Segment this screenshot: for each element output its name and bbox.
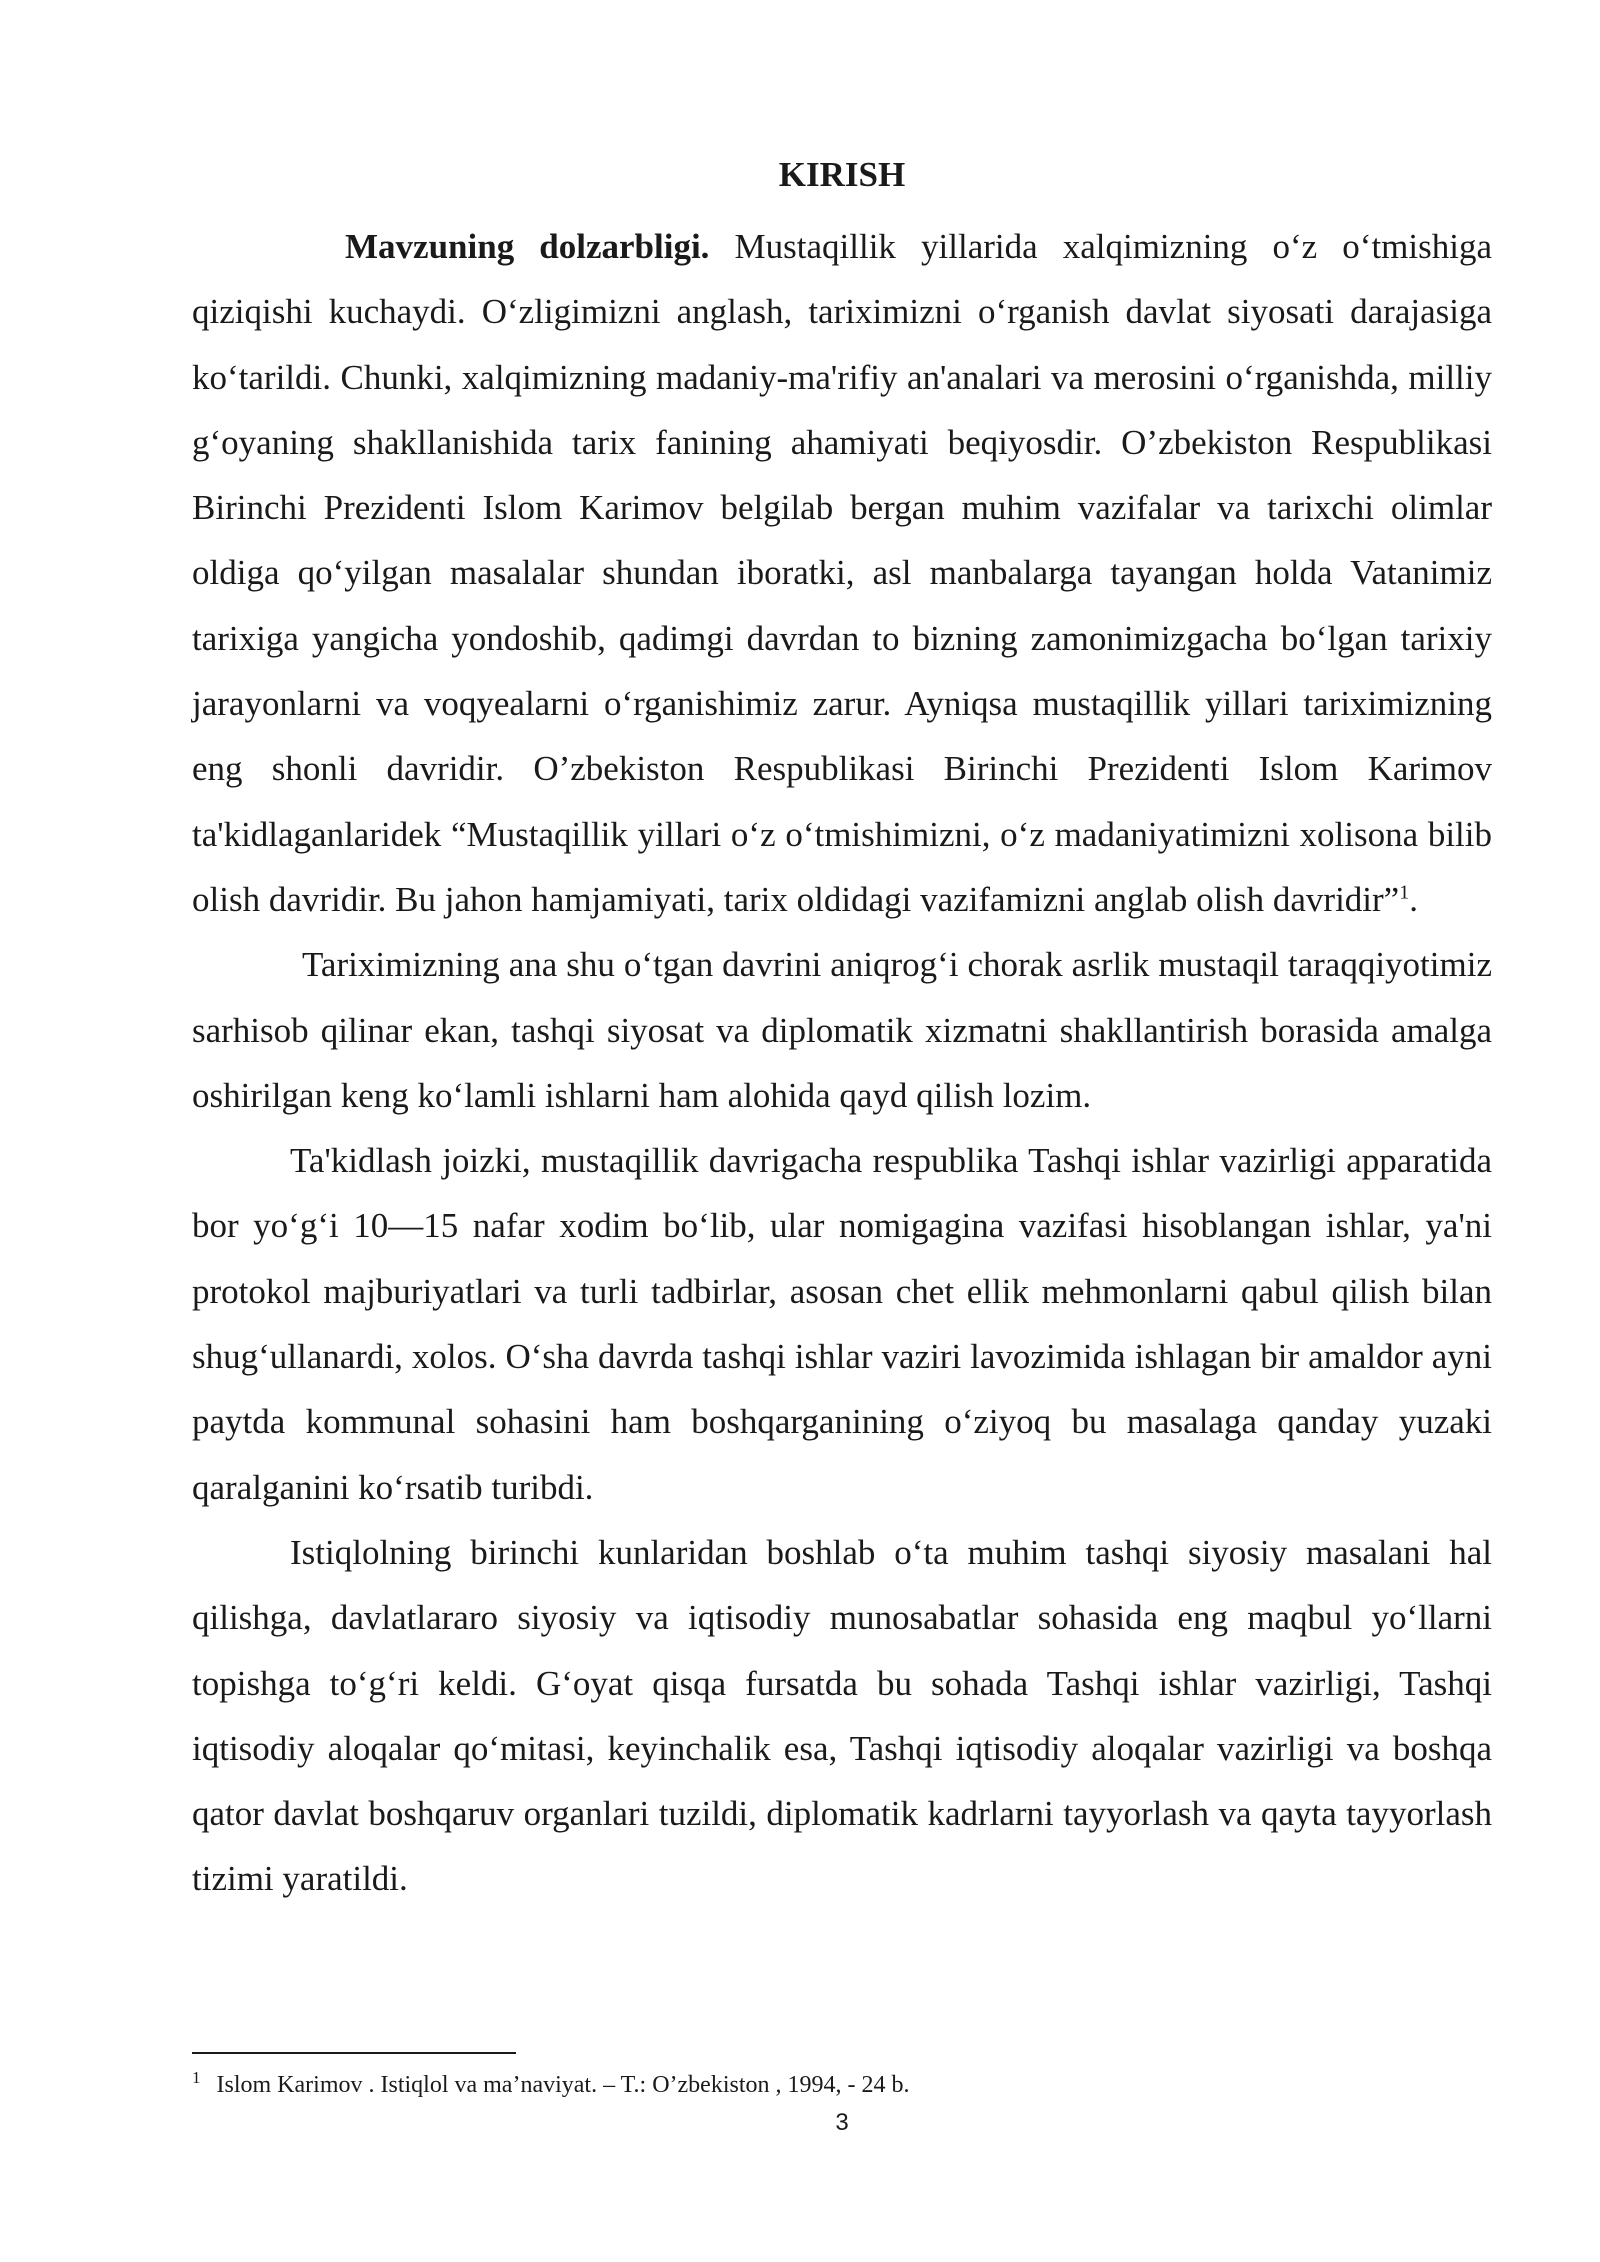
paragraph-relevance bbox=[192, 214, 1492, 932]
footnote-divider bbox=[192, 2052, 516, 2054]
paragraph: Ta'kidlash joizki, mustaqillik davrigacha respublika Tashqi ishlar vazirligi apparatida bor yo‘g‘i 10—15 nafar xodim bo‘lib, ular nomigagina vazifasi hisoblangan ishlar, ya'ni protokol majburiyatlari va turli tadbirlar, asosan chet ellik mehmonlarni qabul qilish bilan shug‘ullanardi, xolos. O‘sha davrda tashqi ishlar vaziri lavozimida ishlagan bir amaldor ayni paytda kommunal sohasini ham boshqarganining o‘ziyoq bu masalaga qanday yuzaki qaralganini ko‘rsatib turibdi. bbox=[192, 1141, 1492, 1507]
body-text bbox=[192, 214, 1492, 1912]
paragraph-text: Mustaqillik yillarida xalqimizning o‘z o‘tmishiga qiziqishi kuchaydi. O‘zligimizni anglash, tariximizni o‘rganish davlat siyosati darajasiga ko‘tarildi. Chunki, xalqimizning madaniy-ma'rifiy an'analari va merosini o‘rganishda, milliy g‘oyaning shakllanishida tarix fanining ahamiyati beqiyosdir. O’zbekiston Respublikasi Birinchi Prezidenti Islom Karimov belgilab bergan muhim vazifalar va tarixchi olimlar oldiga qo‘yilgan masalalar shundan iboratki, asl manbalarga tayangan holda Vatanimiz tarixiga yangicha yondoshib, qadimgi davrdan to bizning zamonimizgacha bo‘lgan tarixiy jarayonlarni va voqyealarni o‘rganishimiz zarur. Ayniqsa mustaqillik yillari tariximizning eng shonli davridir. O’zbekiston Respublikasi Birinchi Prezidenti Islom Karimov ta'kidlaganlaridek “Mustaqillik yillari o‘z o‘tmishimizni, o‘z madaniyatimizni xolisona bilib olish davridir. Bu jahon hamjamiyati, tarix oldidagi vazifamizni anglab olish davridir” bbox=[192, 227, 1492, 919]
footnote bbox=[192, 2070, 1492, 2100]
section-heading: KIRISH bbox=[778, 155, 906, 194]
paragraph: Istiqlolning birinchi kunlaridan boshlab o‘ta muhim tashqi siyosiy masalani hal qilishga, davlatlararo siyosiy va iqtisodiy munosabatlar sohasida eng maqbul yo‘llarni topishga to‘g‘ri keldi. G‘oyat qisqa fursatda bu sohada Tashqi ishlar vazirligi, Tashqi iqtisodiy aloqalar qo‘mitasi, keyinchalik esa, Tashqi iqtisodiy aloqalar vazirligi va boshqa qator davlat boshqaruv organlari tuzildi, diplomatik kadrlarni tayyorlash va qayta tayyorlash tizimi yaratildi. bbox=[192, 1532, 1492, 1899]
paragraph-lead: Mavzuning dolzarbligi. bbox=[345, 227, 710, 266]
footnote-text: Islom Karimov . Istiqlol va ma’naviyat. – T.: O’zbekiston , 1994, - 24 b. bbox=[216, 2072, 910, 2098]
page-number: 3 bbox=[835, 2109, 849, 2136]
footnote-mark: 1 bbox=[192, 2068, 201, 2087]
paragraph: Tariximizning ana shu o‘tgan davrini aniqrog‘i chorak asrlik mustaqil taraqqiyotimiz sarhisob qilinar ekan, tashqi siyosat va diplomatik xizmatni shakllantirish borasida amalga oshirilgan keng ko‘lamli ishlarni ham alohida qayd qilish lozim. bbox=[192, 945, 1492, 1115]
paragraph-end: . bbox=[1409, 879, 1418, 919]
footnote-reference[interactable]: 1 bbox=[1399, 881, 1410, 904]
